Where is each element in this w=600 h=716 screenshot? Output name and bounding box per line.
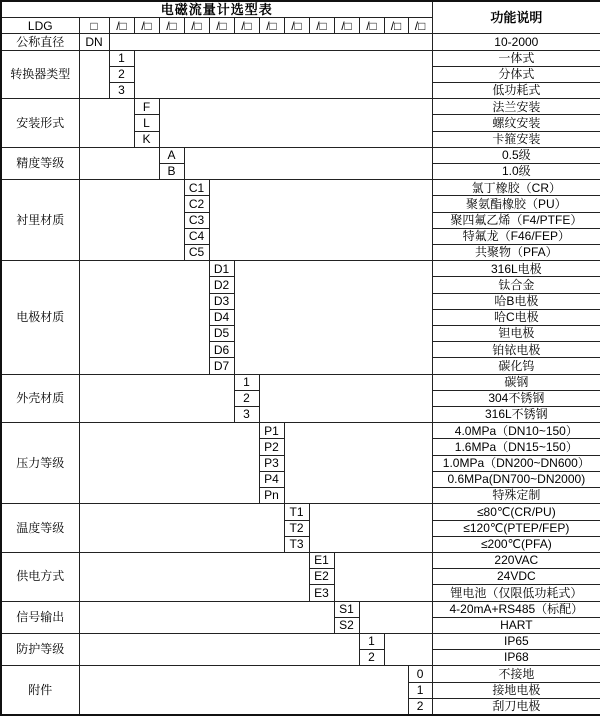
section-label-6: 外壳材质 bbox=[1, 374, 79, 423]
model-box: □ bbox=[79, 18, 109, 34]
code-cell: K bbox=[134, 131, 159, 147]
code-cell: S1 bbox=[334, 601, 359, 617]
desc-cell: 接地电极 bbox=[432, 682, 600, 698]
code-cell: D6 bbox=[209, 342, 234, 358]
section-label-4: 衬里材质 bbox=[1, 180, 79, 261]
section-label-5: 电极材质 bbox=[1, 261, 79, 374]
section-label-2: 安装形式 bbox=[1, 99, 79, 148]
code-cell: E2 bbox=[309, 569, 334, 585]
desc-cell: 316L电极 bbox=[432, 261, 600, 277]
spacer-cell bbox=[284, 423, 432, 504]
desc-cell: 氯丁橡胶（CR） bbox=[432, 180, 600, 196]
desc-cell: 低功耗式 bbox=[432, 83, 600, 99]
code-cell: 2 bbox=[109, 66, 134, 82]
code-cell: 1 bbox=[359, 633, 384, 649]
desc-cell: IP65 bbox=[432, 633, 600, 649]
desc-cell: 哈C电极 bbox=[432, 309, 600, 325]
desc-cell: 钛合金 bbox=[432, 277, 600, 293]
code-cell: T3 bbox=[284, 536, 309, 552]
desc-cell: 碳钢 bbox=[432, 374, 600, 390]
desc-cell: 法兰安装 bbox=[432, 99, 600, 115]
code-cell: D3 bbox=[209, 293, 234, 309]
desc-cell: 一体式 bbox=[432, 50, 600, 66]
selection-table-body bbox=[1, 1, 600, 715]
desc-cell: 4-20mA+RS485（标配） bbox=[432, 601, 600, 617]
spacer-cell bbox=[334, 552, 432, 601]
spacer-cell bbox=[109, 34, 432, 50]
function-description-header: 功能说明 bbox=[432, 1, 600, 34]
code-cell: T1 bbox=[284, 504, 309, 520]
desc-cell: 聚四氟乙烯（F4/PTFE） bbox=[432, 212, 600, 228]
code-cell: D5 bbox=[209, 326, 234, 342]
model-prefix: LDG bbox=[1, 18, 79, 34]
desc-cell: 碳化钨 bbox=[432, 358, 600, 374]
code-cell: B bbox=[159, 164, 184, 180]
code-cell: E1 bbox=[309, 552, 334, 568]
desc-cell: IP68 bbox=[432, 650, 600, 666]
desc-cell: 特氟龙（F46/FEP） bbox=[432, 228, 600, 244]
code-cell: 2 bbox=[408, 698, 432, 715]
spacer-cell bbox=[79, 261, 209, 374]
desc-cell: 1.0MPa（DN200~DN600） bbox=[432, 455, 600, 471]
desc-cell: ≤200℃(PFA) bbox=[432, 536, 600, 552]
spacer-cell bbox=[259, 374, 432, 423]
code-cell: 3 bbox=[109, 83, 134, 99]
code-cell: L bbox=[134, 115, 159, 131]
model-slot-7: /□ bbox=[259, 18, 284, 34]
code-cell: T2 bbox=[284, 520, 309, 536]
desc-cell: 10-2000 bbox=[432, 34, 600, 50]
desc-cell: ≤120℃(PTEP/FEP) bbox=[432, 520, 600, 536]
spacer-cell bbox=[309, 504, 432, 553]
spacer-cell bbox=[79, 601, 334, 633]
model-slot-6: /□ bbox=[234, 18, 259, 34]
spacer-cell bbox=[79, 99, 134, 148]
desc-cell: 0.6MPa(DN700~DN2000) bbox=[432, 471, 600, 487]
desc-cell: 特殊定制 bbox=[432, 488, 600, 504]
code-cell: 1 bbox=[109, 50, 134, 66]
spacer-cell bbox=[79, 504, 284, 553]
desc-cell: 304不锈钢 bbox=[432, 390, 600, 406]
model-slot-12: /□ bbox=[384, 18, 408, 34]
section-label-11: 防护等级 bbox=[1, 633, 79, 665]
code-cell: 1 bbox=[408, 682, 432, 698]
section-label-1: 转换器类型 bbox=[1, 50, 79, 99]
code-cell: D4 bbox=[209, 309, 234, 325]
code-cell: P4 bbox=[259, 471, 284, 487]
section-label-3: 精度等级 bbox=[1, 147, 79, 179]
desc-cell: HART bbox=[432, 617, 600, 633]
spacer-cell bbox=[79, 180, 184, 261]
desc-cell: 聚氨酯橡胶（PU） bbox=[432, 196, 600, 212]
desc-cell: 锂电池（仅限低功耗式） bbox=[432, 585, 600, 601]
desc-cell: 24VDC bbox=[432, 569, 600, 585]
spacer-cell bbox=[209, 180, 432, 261]
code-cell: A bbox=[159, 147, 184, 163]
section-label-9: 供电方式 bbox=[1, 552, 79, 601]
model-slot-10: /□ bbox=[334, 18, 359, 34]
desc-cell: 共聚物（PFA） bbox=[432, 245, 600, 261]
code-cell: C2 bbox=[184, 196, 209, 212]
desc-cell: 1.0级 bbox=[432, 164, 600, 180]
code-cell: F bbox=[134, 99, 159, 115]
desc-cell: ≤80℃(CR/PU) bbox=[432, 504, 600, 520]
code-cell: D7 bbox=[209, 358, 234, 374]
spacer-cell bbox=[134, 50, 432, 99]
code-cell: C3 bbox=[184, 212, 209, 228]
code-cell: 0 bbox=[408, 666, 432, 682]
spacer-cell bbox=[79, 666, 408, 715]
code-cell: Pn bbox=[259, 488, 284, 504]
code-cell: C4 bbox=[184, 228, 209, 244]
model-slot-1: /□ bbox=[109, 18, 134, 34]
model-slot-9: /□ bbox=[309, 18, 334, 34]
desc-cell: 刮刀电极 bbox=[432, 698, 600, 715]
desc-cell: 0.5级 bbox=[432, 147, 600, 163]
spacer-cell bbox=[79, 423, 259, 504]
section-label-7: 压力等级 bbox=[1, 423, 79, 504]
model-slot-11: /□ bbox=[359, 18, 384, 34]
spacer-cell bbox=[79, 633, 359, 665]
code-cell: P3 bbox=[259, 455, 284, 471]
desc-cell: 卡箍安装 bbox=[432, 131, 600, 147]
spacer-cell bbox=[359, 601, 432, 633]
model-slot-2: /□ bbox=[134, 18, 159, 34]
code-cell: P2 bbox=[259, 439, 284, 455]
code-cell: P1 bbox=[259, 423, 284, 439]
spacer-cell bbox=[79, 552, 309, 601]
spacer-cell bbox=[234, 261, 432, 374]
code-cell: 1 bbox=[234, 374, 259, 390]
spacer-cell bbox=[184, 147, 432, 179]
model-slot-8: /□ bbox=[284, 18, 309, 34]
code-cell: D1 bbox=[209, 261, 234, 277]
desc-cell: 4.0MPa（DN10~150） bbox=[432, 423, 600, 439]
model-slot-3: /□ bbox=[159, 18, 184, 34]
code-cell: C1 bbox=[184, 180, 209, 196]
desc-cell: 1.6MPa（DN15~150） bbox=[432, 439, 600, 455]
code-cell: S2 bbox=[334, 617, 359, 633]
code-cell: E3 bbox=[309, 585, 334, 601]
section-label-10: 信号输出 bbox=[1, 601, 79, 633]
model-slot-13: /□ bbox=[408, 18, 432, 34]
spacer-cell bbox=[79, 147, 159, 179]
section-label-0: 公称直径 bbox=[1, 34, 79, 50]
desc-cell: 316L不锈钢 bbox=[432, 407, 600, 423]
desc-cell: 220VAC bbox=[432, 552, 600, 568]
code-cell: DN bbox=[79, 34, 109, 50]
desc-cell: 螺纹安装 bbox=[432, 115, 600, 131]
spacer-cell bbox=[79, 374, 234, 423]
spacer-cell bbox=[384, 633, 432, 665]
code-cell: 2 bbox=[359, 650, 384, 666]
code-cell: 2 bbox=[234, 390, 259, 406]
section-label-12: 附件 bbox=[1, 666, 79, 715]
desc-cell: 哈B电极 bbox=[432, 293, 600, 309]
spacer-cell bbox=[159, 99, 432, 148]
desc-cell: 钽电极 bbox=[432, 326, 600, 342]
table-title: 电磁流量计选型表 bbox=[1, 1, 432, 18]
code-cell: D2 bbox=[209, 277, 234, 293]
desc-cell: 分体式 bbox=[432, 66, 600, 82]
code-cell: C5 bbox=[184, 245, 209, 261]
section-label-8: 温度等级 bbox=[1, 504, 79, 553]
model-slot-4: /□ bbox=[184, 18, 209, 34]
spacer-cell bbox=[79, 50, 109, 99]
code-cell: 3 bbox=[234, 407, 259, 423]
model-slot-5: /□ bbox=[209, 18, 234, 34]
desc-cell: 铂铱电极 bbox=[432, 342, 600, 358]
desc-cell: 不接地 bbox=[432, 666, 600, 682]
